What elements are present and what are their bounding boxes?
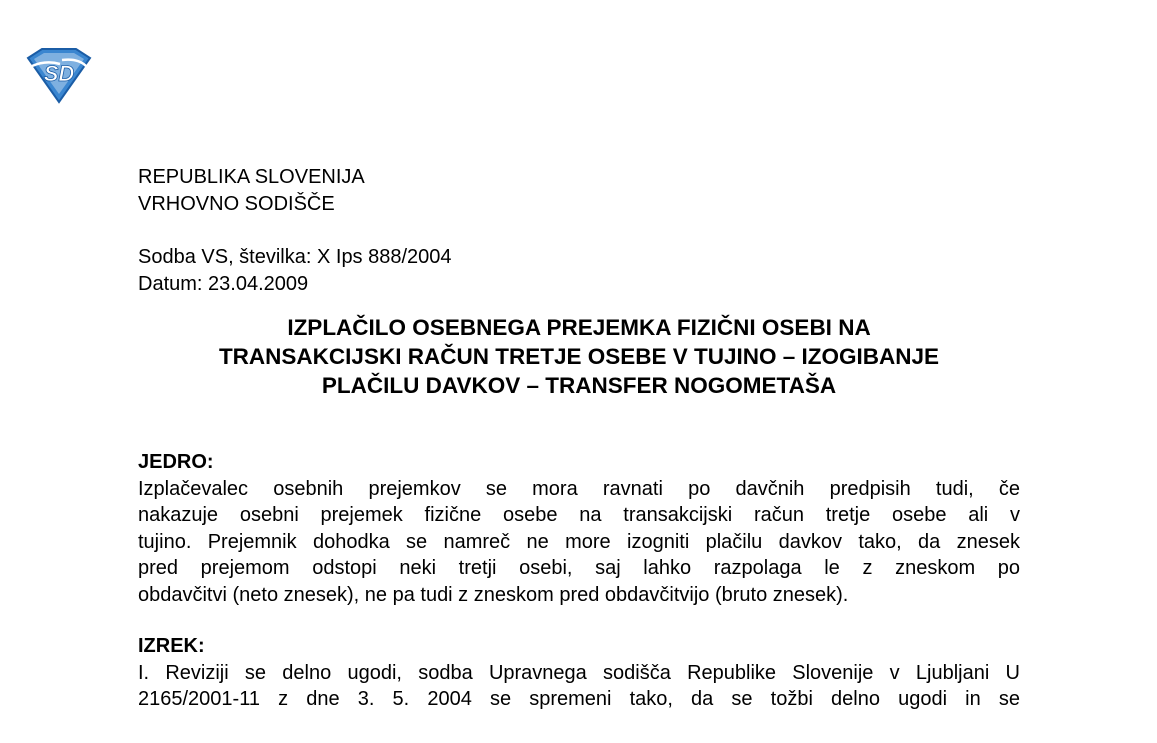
document-title [138, 313, 1020, 400]
case-number: Sodba VS, številka: X Ips 888/2004 [138, 246, 452, 268]
document-body [138, 164, 1020, 713]
title-line: TRANSAKCIJSKI RAČUN TRETJE OSEBE V TUJINO – IZOGIBANJE [218, 344, 940, 369]
izrek-heading: IZREK: [138, 635, 205, 657]
jedro-heading: JEDRO: [138, 451, 214, 473]
title-line: PLAČILU DAVKOV – TRANSFER NOGOMETAŠA [321, 373, 837, 398]
court-name: VRHOVNO SODIŠČE [138, 192, 335, 215]
court-country: REPUBLIKA SLOVENIJA [138, 166, 365, 188]
vs-logo-icon [22, 46, 96, 104]
paragraph-line: obdavčitvi (neto znesek), ne pa tudi z zneskom pred obdavčitvijo (bruto znesek). [138, 583, 849, 606]
paragraph-line: I. Reviziji se delno ugodi, sodba Upravnega sodišča Republike Slovenije v Ljubljani U [138, 661, 1020, 684]
title-line: IZPLAČILO OSEBNEGA PREJEMKA FIZIČNI OSEBI NA [287, 315, 871, 340]
case-date: Datum: 23.04.2009 [138, 272, 309, 295]
paragraph-line: nakazuje osebni prejemek fizične osebe na transakcijski račun tretje osebe ali v [138, 504, 1020, 526]
paragraph-line: Izplačevalec osebnih prejemkov se mora ravnati po davčnih predpisih tudi, če [138, 477, 1020, 500]
logo-letters: SD [43, 61, 75, 86]
jedro-paragraph [138, 476, 1020, 609]
izrek-paragraph [138, 660, 1020, 713]
paragraph-line: 2165/2001-11 z dne 3. 5. 2004 se spremeni tako, da se tožbi delno ugodi in se [138, 688, 1020, 710]
paragraph-line: tujino. Prejemnik dohodka se namreč ne more izogniti plačilu davkov tako, da znesek [138, 530, 1020, 553]
paragraph-line: pred prejemom odstopi neki tretji osebi, saj lahko razpolaga le z zneskom po [138, 557, 1020, 579]
